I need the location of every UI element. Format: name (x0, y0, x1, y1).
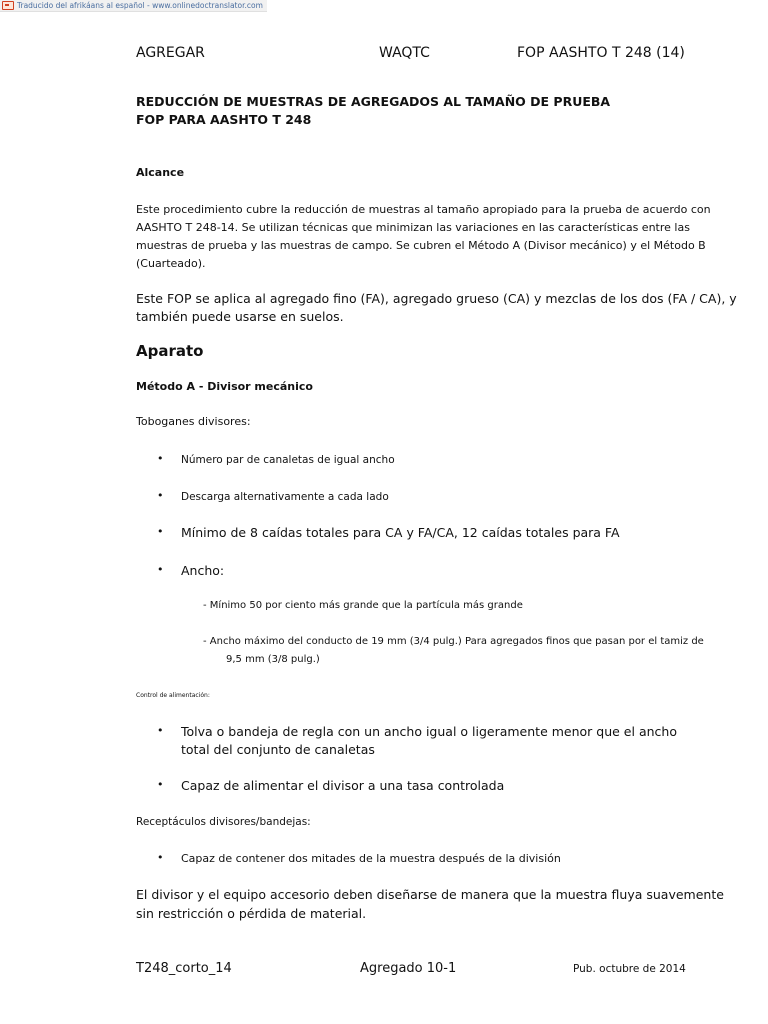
bullet-icon: • (157, 452, 164, 465)
bullet-icon: • (157, 525, 164, 538)
document-title-line1: REDUCCIÓN DE MUESTRAS DE AGREGADOS AL TAMAÑO DE PRUEBA (136, 94, 611, 109)
list-item-text: Número par de canaletas de igual ancho (181, 454, 395, 466)
list-item-text: Capaz de alimentar el divisor a una tasa controlada (181, 778, 505, 793)
ancho-subitem-2-line2: 9,5 mm (3/8 pulg.) (226, 654, 320, 665)
header-center: WAQTC (379, 45, 430, 61)
alcance-paragraph-1 (136, 201, 711, 273)
closing-line: El divisor y el equipo accesorio deben diseñarse de manera que la muestra fluya suavemente (136, 887, 724, 902)
ancho-subitem-1: - Mínimo 50 por ciento más grande que la partícula más grande (203, 600, 523, 611)
bullet-icon: • (157, 724, 164, 737)
toboganes-label: Toboganes divisores: (136, 415, 251, 428)
translator-logo-icon (2, 1, 14, 10)
list-item (157, 562, 224, 580)
header-right: FOP AASHTO T 248 (14) (517, 45, 685, 61)
footer-right: Pub. octubre de 2014 (573, 963, 686, 975)
alcance-p1-line: AASHTO T 248-14. Se utilizan técnicas que minimizan las variaciones en las características entre las (136, 221, 690, 234)
ancho-subitem-2-line1: - Ancho máximo del conducto de 19 mm (3/4 pulg.) Para agregados finos que pasan por el tamiz de (203, 636, 704, 647)
list-item (157, 777, 504, 795)
alcance-p1-line: Este procedimiento cubre la reducción de muestras al tamaño apropiado para la prueba de acuerdo con (136, 203, 711, 216)
list-item-text: Ancho: (181, 563, 225, 578)
bullet-icon: • (157, 489, 164, 502)
list-item (157, 850, 561, 868)
footer-left: T248_corto_14 (136, 961, 232, 976)
document-title-line2: FOP PARA AASHTO T 248 (136, 112, 312, 127)
closing-line: sin restricción o pérdida de material. (136, 906, 367, 921)
list-item-text: Descarga alternativamente a cada lado (181, 491, 389, 503)
metodo-a-heading: Método A - Divisor mecánico (136, 380, 313, 393)
list-item (157, 723, 677, 759)
bullet-icon: • (157, 778, 164, 791)
alcance-p2-line: también puede usarse en suelos. (136, 309, 344, 324)
aparato-heading: Aparato (136, 342, 204, 360)
receptaculos-label: Receptáculos divisores/bandejas: (136, 816, 311, 828)
list-item (157, 524, 620, 542)
alcance-p1-line: muestras de prueba y las muestras de campo. Se cubren el Método A (Divisor mecánico) y el Método B (136, 239, 706, 252)
control-label: Control de alimentación: (136, 692, 210, 699)
closing-paragraph (136, 885, 724, 923)
alcance-heading: Alcance (136, 166, 185, 179)
header-left: AGREGAR (136, 45, 205, 61)
bullet-icon: • (157, 563, 164, 576)
list-item (157, 451, 395, 469)
alcance-p2-line: Este FOP se aplica al agregado fino (FA), agregado grueso (CA) y mezclas de los dos (FA / CA), y (136, 291, 737, 306)
translation-banner[interactable] (0, 0, 267, 12)
list-item-text (181, 723, 677, 759)
bullet-icon: • (157, 851, 164, 864)
footer-center: Agregado 10-1 (360, 961, 457, 976)
list-item-text: Mínimo de 8 caídas totales para CA y FA/CA, 12 caídas totales para FA (181, 525, 620, 540)
alcance-paragraph-2 (136, 290, 737, 326)
banner-text[interactable]: Traducido del afrikáans al español - www.onlinedoctranslator.com (17, 1, 263, 10)
list-item-text: Capaz de contener dos mitades de la muestra después de la división (181, 852, 561, 865)
list-item-text-line: Tolva o bandeja de regla con un ancho igual o ligeramente menor que el ancho (181, 724, 677, 739)
list-item (157, 488, 389, 506)
list-item-text-line: total del conjunto de canaletas (181, 742, 375, 757)
alcance-p1-line: (Cuarteado). (136, 257, 206, 270)
